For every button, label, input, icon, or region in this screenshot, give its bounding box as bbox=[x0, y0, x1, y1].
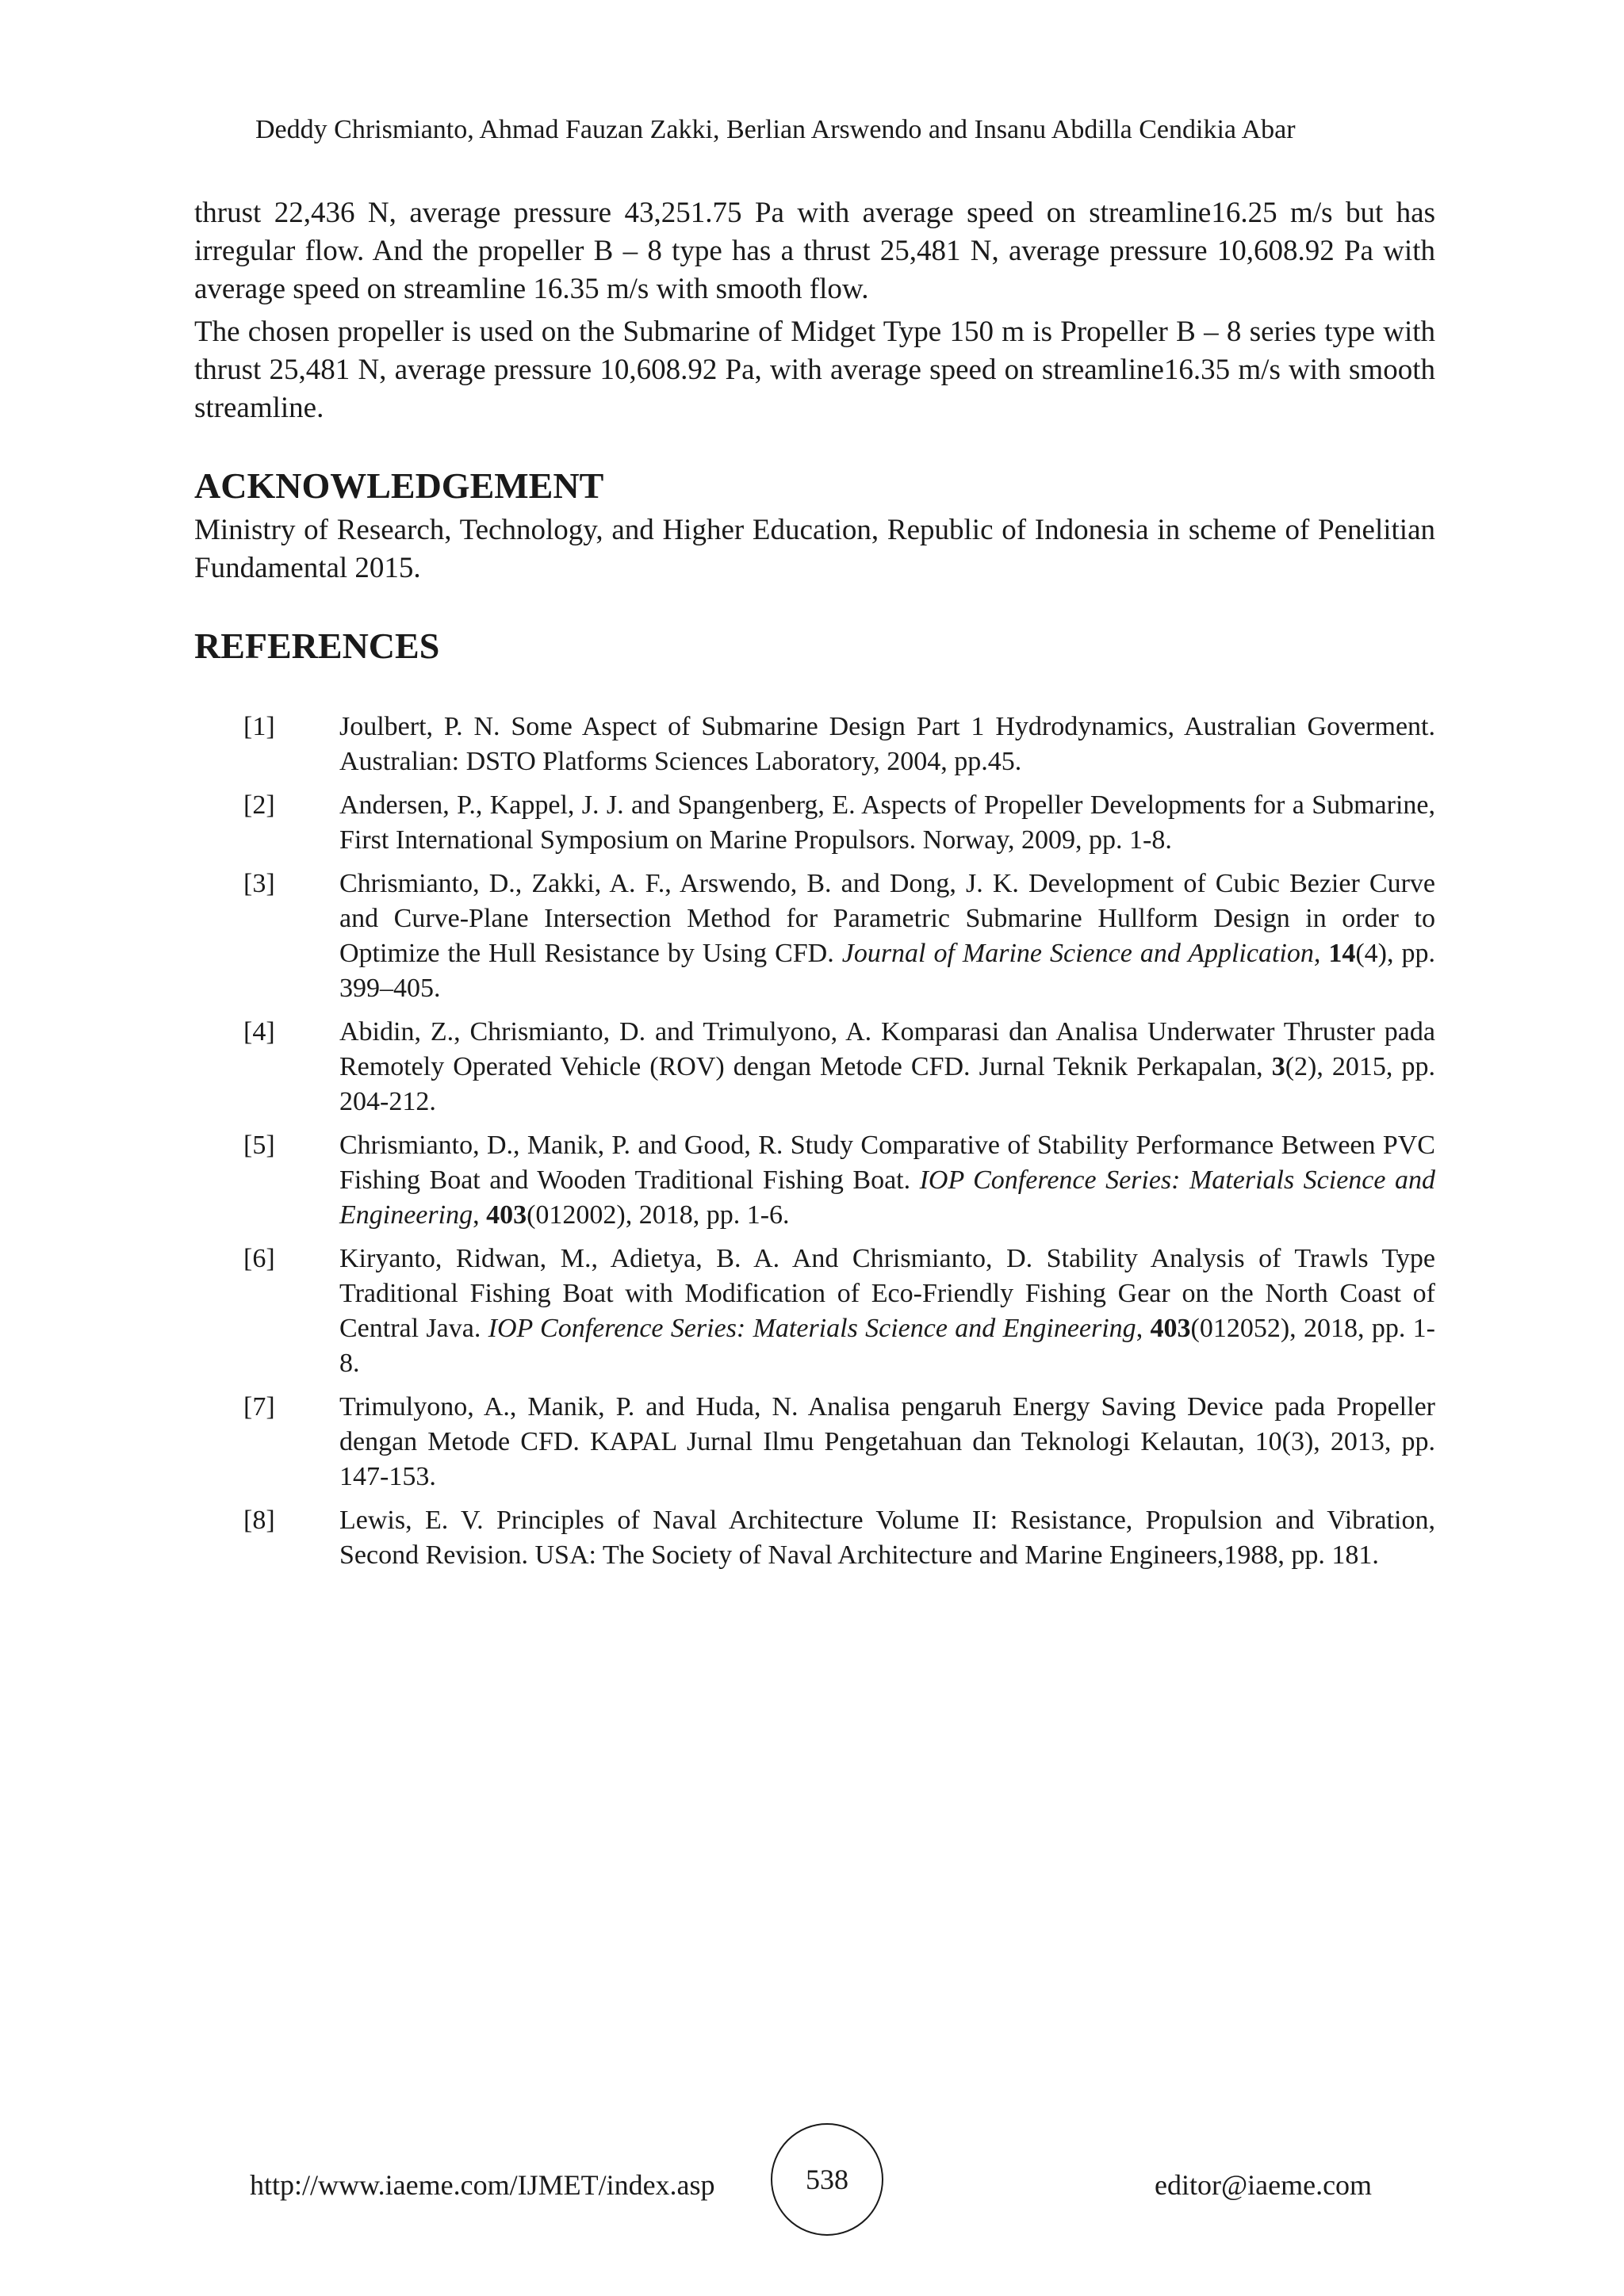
reference-number: [5] bbox=[243, 1131, 275, 1160]
reference-text bbox=[339, 788, 1435, 858]
reference-segment: , bbox=[1136, 1314, 1151, 1343]
reference-text bbox=[339, 867, 1435, 1006]
reference-number: [3] bbox=[243, 869, 275, 898]
reference-number: [1] bbox=[243, 712, 275, 741]
reference-italic-segment: IOP Conference Series: Materials Science and Engineering bbox=[339, 1165, 1435, 1230]
reference-segment: Trimulyono, A., Manik, P. and Huda, N. Analisa pengaruh Energy Saving Device pada Propeller dengan Metode CFD. KAPAL Jurnal Ilmu Pengetahuan dan Teknologi Kelautan, 10(3), 2013, pp. 147-153. bbox=[339, 1392, 1435, 1491]
footer-url[interactable]: http://www.iaeme.com/IJMET/index.asp bbox=[250, 2169, 715, 2201]
reference-segment: (012002), 2018, pp. 1-6. bbox=[527, 1200, 790, 1230]
reference-italic-segment: IOP Conference Series: Materials Science and Engineering bbox=[488, 1314, 1136, 1343]
acknowledgement-heading: ACKNOWLEDGEMENT bbox=[194, 465, 604, 506]
running-header-authors: Deddy Chrismianto, Ahmad Fauzan Zakki, Berlian Arswendo and Insanu Abdilla Cendikia Abar bbox=[255, 115, 1296, 144]
page-number-circle bbox=[771, 2123, 883, 2236]
reference-segment: (4), pp. 399–405. bbox=[339, 939, 1435, 1003]
reference-text bbox=[339, 710, 1435, 779]
reference-segment: Abidin, Z., Chrismianto, D. and Trimulyono, A. Komparasi dan Analisa Underwater Thruster pada Remotely Operated Vehicle (ROV) dengan Metode CFD. Jurnal Teknik Perkapalan, bbox=[339, 1017, 1435, 1081]
reference-number: [2] bbox=[243, 790, 275, 820]
reference-text bbox=[339, 1390, 1435, 1494]
page-number: 538 bbox=[806, 2164, 848, 2195]
reference-bold-segment: 403 bbox=[1150, 1314, 1191, 1343]
reference-segment: (2), 2015, pp. 204-212. bbox=[339, 1052, 1435, 1116]
body-paragraph: thrust 22,436 N, average pressure 43,251.75 Pa with average speed on streamline16.25 m/s but has irregular flow. And the propeller B – 8 type has a thrust 25,481 N, average pressure 10,608.92 Pa with average speed on streamline 16.35 m/s with smooth flow. bbox=[194, 197, 1435, 305]
reference-segment: Joulbert, P. N. Some Aspect of Submarine Design Part 1 Hydrodynamics, Australian Goverment. Australian: DSTO Platforms Sciences Laboratory, 2004, pp.45. bbox=[339, 712, 1435, 776]
body-paragraph: The chosen propeller is used on the Submarine of Midget Type 150 m is Propeller B – 8 series type with thrust 25,481 N, average pressure 10,608.92 Pa, with average speed on streamline16.35 m/s with smooth streamline. bbox=[194, 316, 1435, 424]
reference-text bbox=[339, 1128, 1435, 1233]
reference-number: [6] bbox=[243, 1244, 275, 1273]
reference-item bbox=[194, 1503, 1435, 1573]
reference-text bbox=[339, 1015, 1435, 1119]
reference-bold-segment: 403 bbox=[486, 1200, 527, 1230]
reference-number: [8] bbox=[243, 1506, 275, 1535]
reference-segment: Lewis, E. V. Principles of Naval Architecture Volume II: Resistance, Propulsion and Vibration, Second Revision. USA: The Society of Naval Architecture and Marine Engineers,1988, pp. 181. bbox=[339, 1506, 1435, 1570]
reference-number: [7] bbox=[243, 1392, 275, 1422]
reference-segment: Kiryanto, Ridwan, M., Adietya, B. A. And Chrismianto, D. Stability Analysis of Trawls Type Traditional Fishing Boat with Modification of Eco-Friendly Fishing Gear on the North Coast of Central Java. bbox=[339, 1244, 1435, 1343]
reference-item bbox=[194, 710, 1435, 779]
references-heading: REFERENCES bbox=[194, 626, 440, 666]
footer-email[interactable]: editor@iaeme.com bbox=[1155, 2169, 1373, 2201]
reference-text bbox=[339, 1242, 1435, 1381]
reference-segment: Chrismianto, D., Zakki, A. F., Arswendo, B. and Dong, J. K. Development of Cubic Bezier Curve and Curve-Plane Intersection Method for Parametric Submarine Hullform Design in order to Optimize the Hull Resistance by Using CFD. bbox=[339, 869, 1435, 968]
reference-segment: Chrismianto, D., Manik, P. and Good, R. Study Comparative of Stability Performance Between PVC Fishing Boat and Wooden Traditional Fishing Boat. bbox=[339, 1131, 1435, 1195]
reference-bold-segment: 3 bbox=[1271, 1052, 1285, 1081]
reference-item bbox=[194, 1128, 1435, 1233]
reference-segment: , bbox=[473, 1200, 487, 1230]
reference-segment: (012052), 2018, pp. 1-8. bbox=[339, 1314, 1436, 1378]
reference-item bbox=[194, 788, 1435, 858]
reference-segment: Andersen, P., Kappel, J. J. and Spangenberg, E. Aspects of Propeller Developments for a Submarine, First International Symposium on Marine Propulsors. Norway, 2009, pp. 1-8. bbox=[339, 790, 1435, 855]
reference-item bbox=[194, 1242, 1435, 1381]
reference-italic-segment: Journal of Marine Science and Application, bbox=[841, 939, 1321, 968]
reference-item bbox=[194, 1015, 1435, 1119]
main-content bbox=[194, 194, 1435, 1582]
reference-bold-segment: 14 bbox=[1328, 939, 1356, 968]
reference-text bbox=[339, 1503, 1435, 1573]
reference-item bbox=[194, 867, 1435, 1006]
reference-item bbox=[194, 1390, 1435, 1494]
reference-number: [4] bbox=[243, 1017, 275, 1047]
reference-segment bbox=[1320, 939, 1328, 968]
acknowledgement-text: Ministry of Research, Technology, and Higher Education, Republic of Indonesia in scheme of Penelitian Fundamental 2015. bbox=[194, 514, 1435, 584]
reference-list bbox=[194, 710, 1435, 1573]
